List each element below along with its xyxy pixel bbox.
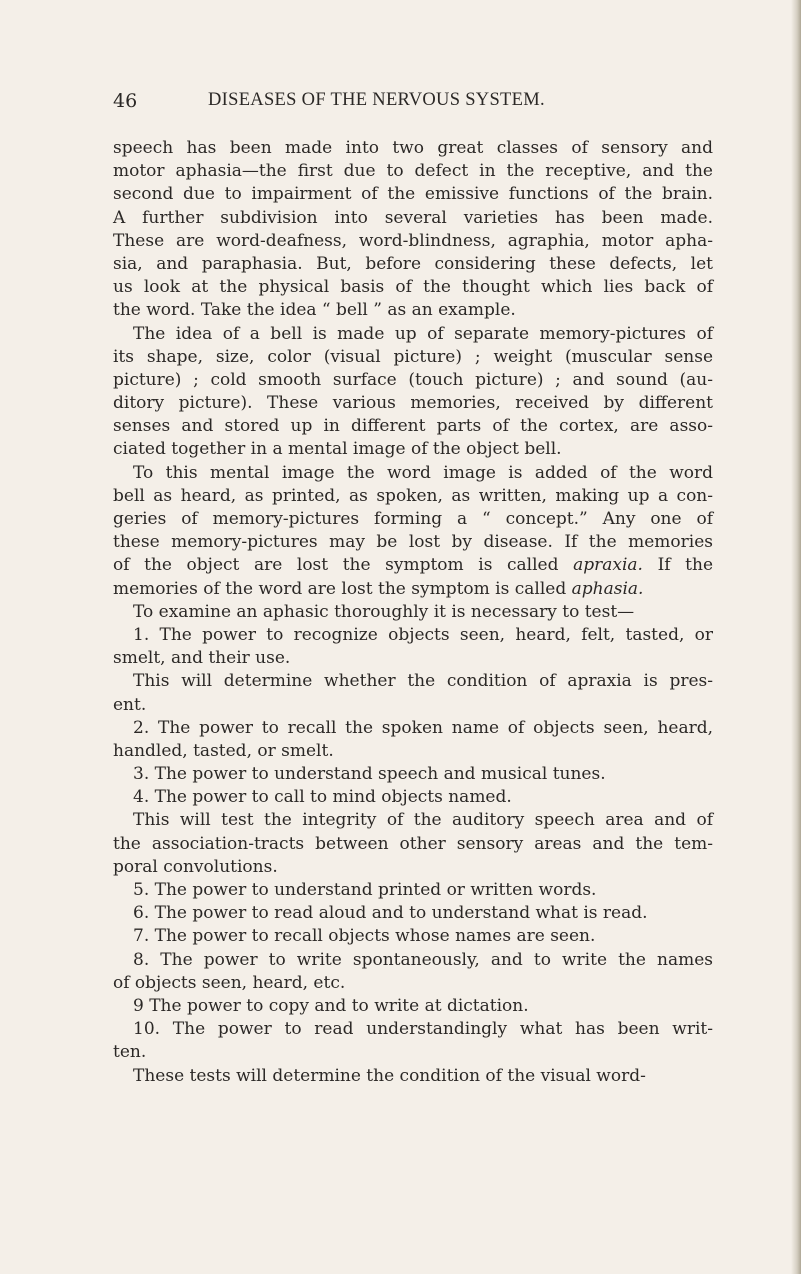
text-line: ten. [113,1042,147,1063]
text-line [113,578,713,601]
text-line: geries of memory-pictures forming a “ concept.” Any one of [113,509,713,529]
text-line: senses and stored up in different parts of the cortex, are asso- [113,416,713,437]
text-line: To this mental image the word image is added of the word [133,462,713,483]
text-line: ent. [113,694,147,715]
text-line: us look at the physical basis of the thought which lies back of [113,277,713,298]
text-line: 3. The power to understand speech and musical tunes. [133,764,606,785]
text-line: of objects seen, heard, etc. [113,972,346,993]
text-line: A further subdivision into several varieties has been made. [113,207,713,228]
text-line: The idea of a bell is made up of separate memory-pictures of [133,323,713,344]
text-line: sia, and paraphasia. But, before considering these defects, let [113,253,713,274]
text-line: These are word-deafness, word-blindness, agraphia, motor apha- [113,230,713,251]
text-line: This will test the integrity of the auditory speech area and of [133,810,713,831]
page-header [113,90,713,120]
body-text [113,137,713,1088]
page-edge-shadow [791,0,801,1274]
term-aphasia: aphasia. [571,578,644,599]
text-line: 5. The power to understand printed or written words. [133,880,597,900]
text-line: These tests will determine the condition of the visual word- [133,1065,646,1086]
text-line: 8. The power to write spontaneously, and to write the names [133,949,713,970]
text-line: 10. The power to read understandingly what has been writ- [133,1019,713,1040]
text-line: smelt, and their use. [113,648,291,669]
text-line: To examine an aphasic thoroughly it is necessary to test— [133,601,635,622]
text-line: ciated together in a mental image of the object bell. [113,439,562,460]
text-line: motor aphasia—the first due to defect in the receptive, and the [113,161,713,182]
text-line: 4. The power to call to mind objects named. [133,787,512,808]
text-line: bell as heard, as printed, as spoken, as written, making up a con- [113,485,713,506]
text-line: second due to impairment of the emissive functions of the brain. [113,184,713,205]
text-line: these memory-pictures may be lost by disease. If the memories [113,532,713,553]
text-line: speech has been made into two great classes of sensory and [113,138,713,158]
text-line: the word. Take the idea “ bell ” as an example. [113,300,516,321]
text-line: handled, tasted, or smelt. [113,740,334,761]
text-line: 2. The power to recall the spoken name of objects seen, heard, [133,717,713,738]
text-line: ditory picture). These various memories, received by different [113,393,713,414]
text-line: 1. The power to recognize objects seen, heard, felt, tasted, or [133,624,713,645]
text-line: the association-tracts between other sensory areas and the tem- [113,833,713,854]
text-line: 6. The power to read aloud and to understand what is read. [133,903,648,924]
text-segment: memories of the word are lost the symptom is called [113,578,567,599]
text-line: 7. The power to recall objects whose names are seen. [133,926,596,947]
text-segment: If the [657,555,714,576]
running-title: DISEASES OF THE NERVOUS SYSTEM. [208,90,545,110]
text-line: picture) ; cold smooth surface (touch picture) ; and sound (au- [113,369,713,390]
text-line [113,554,713,577]
term-apraxia: apraxia. [573,555,643,576]
text-line: poral convolutions. [113,856,278,877]
text-line: its shape, size, color (visual picture) ; weight (muscular sense [113,346,713,367]
text-line: 9 The power to copy and to write at dictation. [133,995,529,1016]
text-segment: of the object are lost the symptom is called [113,555,559,576]
text-line: This will determine whether the condition of apraxia is pres- [133,671,713,692]
page-number: 46 [113,90,138,112]
